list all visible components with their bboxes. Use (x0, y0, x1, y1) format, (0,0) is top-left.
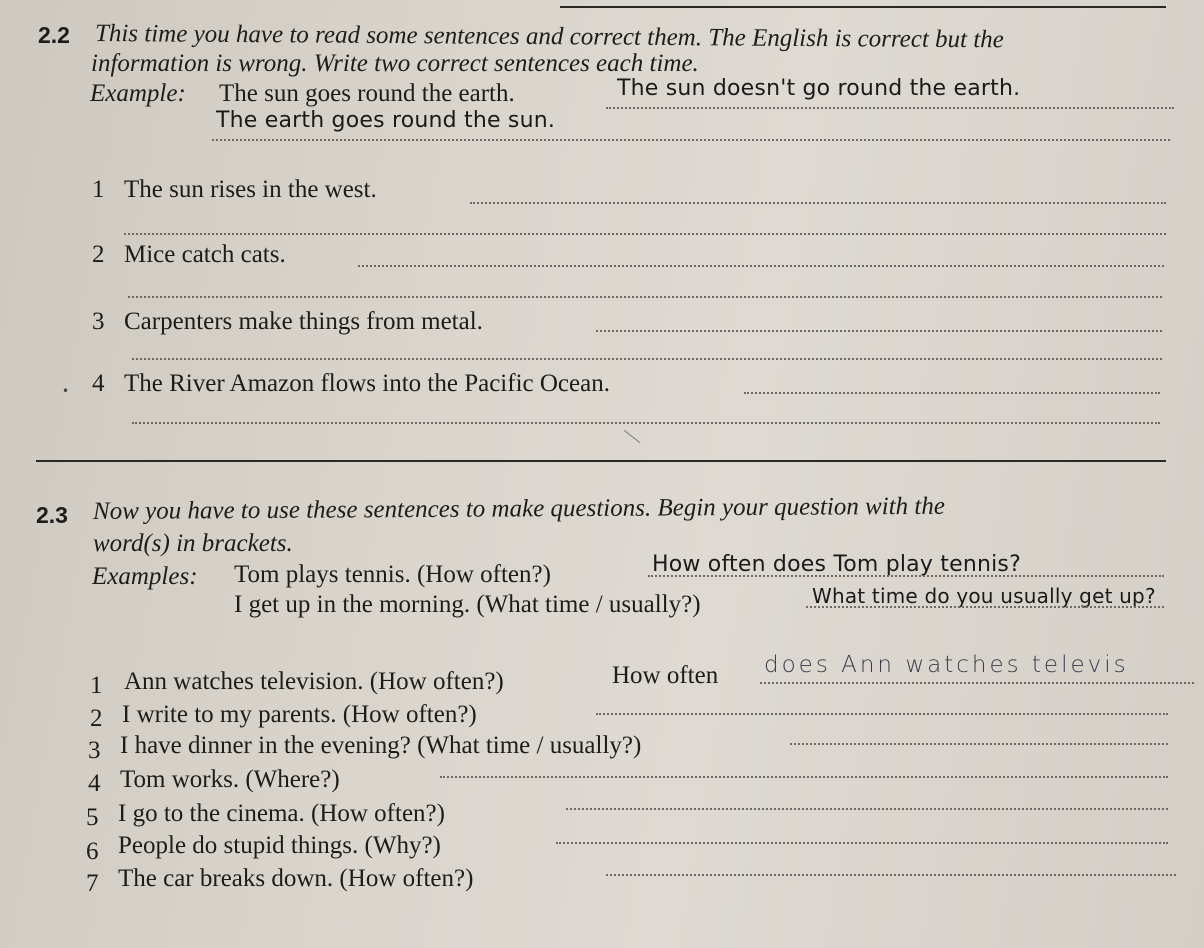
margin-dot-mark: • (62, 384, 70, 398)
exercise-2-3-examples-label: Examples: (92, 563, 198, 590)
top-page-rule (560, 6, 1166, 8)
exercise-2-3-item-text: People do stupid things. (Why?) (118, 832, 441, 859)
answer-line[interactable] (358, 265, 1164, 267)
section-divider (36, 460, 1166, 462)
answer-line[interactable] (566, 808, 1168, 810)
exercise-2-3-item-number: 1 (90, 672, 103, 699)
exercise-2-3-instruction-line2: word(s) in brackets. (93, 530, 293, 557)
exercise-2-2-number: 2.2 (38, 22, 70, 48)
exercise-2-3-item-number: 5 (86, 804, 99, 831)
exercise-2-3-instruction-line1: Now you have to use these sentences to make questions. Begin your question with the (92, 492, 945, 525)
exercise-2-3-item-number: 6 (86, 838, 99, 865)
exercise-2-3-item-text: Tom works. (Where?) (120, 766, 340, 793)
answer-line[interactable] (606, 107, 1174, 109)
exercise-2-3-item-text: I go to the cinema. (How often?) (118, 800, 445, 827)
exercise-2-2-item-text: The River Amazon flows into the Pacific Ocean. (124, 370, 610, 397)
exercise-2-2-item-number: 3 (92, 308, 105, 335)
answer-line[interactable] (760, 682, 1194, 684)
answer-line[interactable] (124, 233, 1166, 235)
exercise-2-3-example2-answer: What time do you usually get up? (812, 584, 1156, 608)
answer-line[interactable] (806, 606, 1164, 608)
answer-line[interactable] (128, 296, 1162, 298)
exercise-2-3-item-text: I write to my parents. (How often?) (122, 701, 477, 728)
answer-line[interactable] (790, 743, 1168, 745)
exercise-2-3-example2-sentence: I get up in the morning. (What time / usually?) (234, 591, 701, 618)
exercise-2-2-item-number: 2 (92, 241, 105, 268)
exercise-2-3-item-answer: does Ann watches televis (764, 652, 1129, 678)
answer-line[interactable] (132, 358, 1162, 360)
answer-line[interactable] (470, 202, 1166, 204)
answer-line[interactable] (212, 139, 1170, 141)
exercise-2-3-example1-answer: How often does Tom play tennis? (652, 552, 1021, 577)
exercise-2-2-item-text: Mice catch cats. (124, 241, 286, 268)
exercise-2-2-instruction-line1: This time you have to read some sentences and correct them. The English is correct but the (94, 20, 1004, 54)
exercise-2-3-number: 2.3 (36, 502, 68, 528)
exercise-2-2-example-label: Example: (90, 80, 186, 107)
exercise-2-3-item-text: I have dinner in the evening? (What time / usually?) (120, 732, 642, 759)
exercise-2-3-item-number: 3 (88, 737, 101, 764)
exercise-2-3-item-number: 4 (88, 770, 101, 797)
answer-line[interactable] (744, 392, 1160, 394)
exercise-2-2-item-text: The sun rises in the west. (124, 176, 377, 203)
exercise-2-2-instruction-line2: information is wrong. Write two correct sentences each time. (91, 50, 699, 77)
exercise-2-2-item-number: 1 (92, 176, 105, 203)
exercise-2-3-example1-sentence: Tom plays tennis. (How often?) (234, 561, 551, 588)
exercise-2-3-item-text: The car breaks down. (How often?) (118, 865, 474, 892)
answer-line[interactable] (606, 874, 1176, 876)
answer-line[interactable] (648, 575, 1164, 577)
answer-line[interactable] (556, 842, 1168, 844)
answer-line[interactable] (596, 713, 1168, 715)
exercise-2-2-item-number: 4 (92, 370, 105, 397)
exercise-2-2-item-text: Carpenters make things from metal. (124, 308, 483, 335)
answer-line[interactable] (132, 422, 1160, 424)
exercise-2-2-example-answer1: The sun doesn't go round the earth. (617, 76, 1021, 101)
answer-line[interactable] (596, 330, 1162, 332)
answer-line[interactable] (440, 776, 1168, 778)
exercise-2-3-item-prefill: How often (612, 662, 719, 689)
exercise-2-3-item-number: 7 (86, 870, 99, 897)
exercise-2-2-example-sentence: The sun goes round the earth. (219, 80, 515, 107)
exercise-2-3-item-number: 2 (90, 705, 103, 732)
exercise-2-3-item-text: Ann watches television. (How often?) (124, 668, 504, 695)
exercise-2-2-example-answer2: The earth goes round the sun. (216, 108, 556, 133)
pencil-tick-mark (624, 430, 640, 443)
